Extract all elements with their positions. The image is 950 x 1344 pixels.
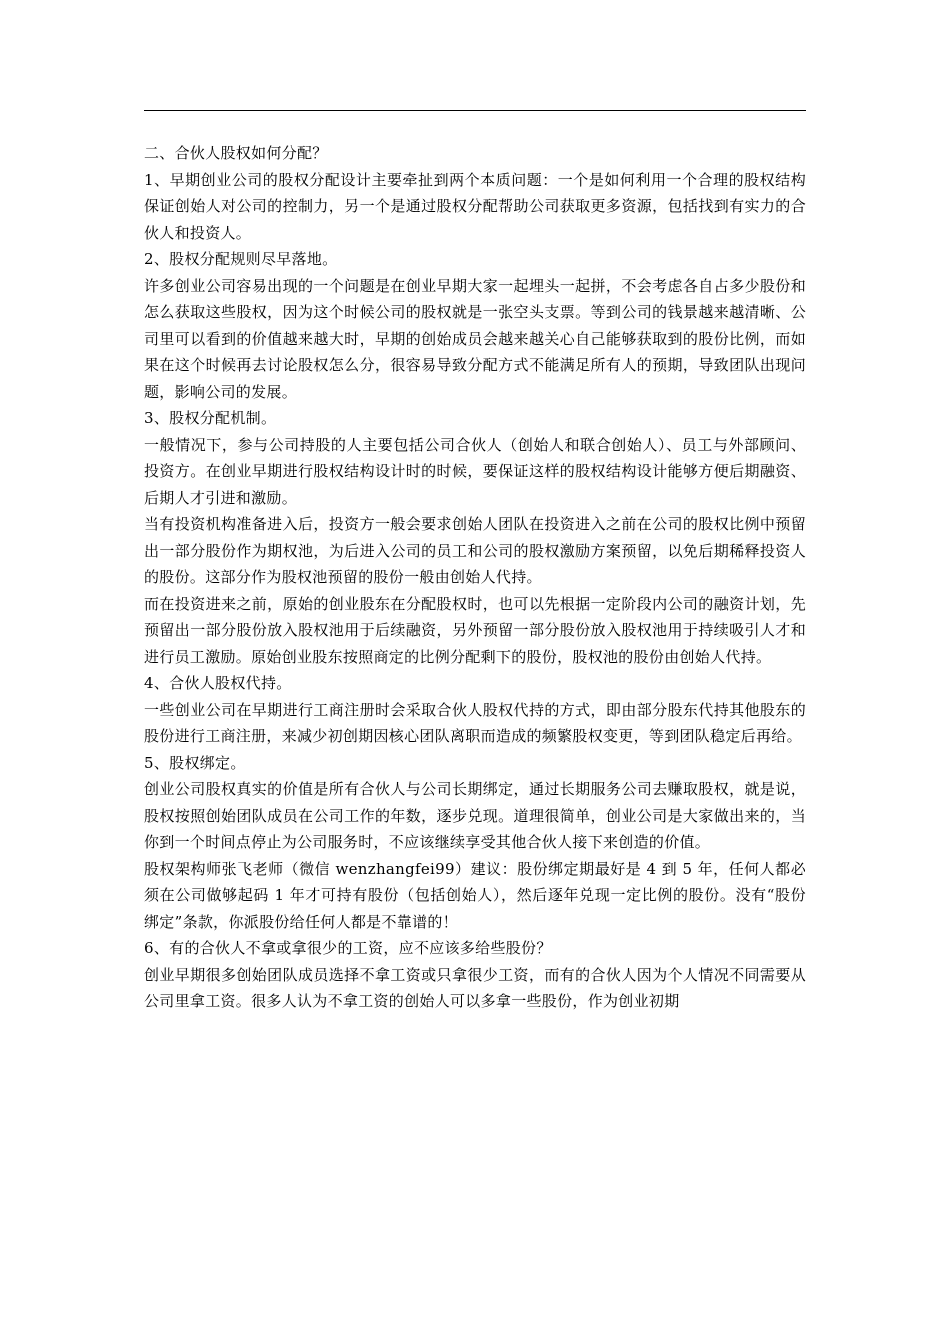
subsection-heading: 6、有的合伙人不拿或拿很少的工资，应不应该多给些股份？ [144, 939, 552, 957]
body-paragraph: 当有投资机构准备进入后，投资方一般会要求创始人团队在投资进入之前在公司的股权比例中预留出一部分股份作为期权池，为后进入公司的员工和公司的股权激励方案预留，以免后期稀释投资人的股份。这部分作为股权池预留的股份一般由创始人代持。 [144, 515, 806, 586]
body-paragraph: 一些创业公司在早期进行工商注册时会采取合伙人股权代持的方式，即由部分股东代持其他股东的股份进行工商注册，来减少初创期因核心团队离职而造成的频繁股权变更，等到团队稳定后再给。 [144, 700, 806, 745]
body-paragraph: 1、早期创业公司的股权分配设计主要牵扯到两个本质问题：一个是如何利用一个合理的股权结构保证创始人对公司的控制力，另一个是通过股权分配帮助公司获取更多资源，包括找到有实力的合伙人和投资人。 [144, 170, 806, 242]
body-paragraph: 而在投资进来之前，原始的创业股东在分配股权时，也可以先根据一定阶段内公司的融资计划，先预留出一部分股份放入股权池用于后续融资，另外预留一部分股份放入股权池用于持续吸引人才和进行员工激励。原始创业股东按照商定的比例分配剩下的股份，股权池的股份由创始人代持。 [144, 594, 806, 666]
subsection-heading: 4、合伙人股权代持。 [144, 674, 292, 692]
header-rule [144, 110, 806, 111]
body-paragraph: 许多创业公司容易出现的一个问题是在创业早期大家一起埋头一起拼，不会考虑各自占多少股份和怎么获取这些股权，因为这个时候公司的股权就是一张空头支票。等到公司的钱景越来越清晰、公司里可以看到的价值越来越大时，早期的创始成员会越来越关心自己能够获取到的股份比例，而如果在这个时候再去讨论股权怎么分，很容易导致分配方式不能满足所有人的预期，导致团队出现问题，影响公司的发展。 [144, 276, 806, 401]
section-heading: 二、合伙人股权如何分配？ [144, 144, 328, 162]
body-paragraph: 创业公司股权真实的价值是所有合伙人与公司长期绑定，通过长期服务公司去赚取股权，就是说，股权按照创始团队成员在公司工作的年数，逐步兑现。道理很简单，创业公司是大家做出来的，当你到一个时间点停止为公司服务时，不应该继续享受其他合伙人接下来创造的价值。 [144, 780, 806, 851]
body-paragraph: 创业早期很多创始团队成员选择不拿工资或只拿很少工资，而有的合伙人因为个人情况不同需要从公司里拿工资。很多人认为不拿工资的创始人可以多拿一些股份，作为创业初期 [144, 965, 806, 1010]
subsection-heading: 3、股权分配机制。 [144, 409, 277, 427]
body-paragraph: 一般情况下，参与公司持股的人主要包括公司合伙人（创始人和联合创始人）、员工与外部顾问、投资方。在创业早期进行股权结构设计时的时候，要保证这样的股权结构设计能够方便后期融资、后期人才引进和激励。 [144, 435, 806, 507]
body-paragraph: 股权架构师张飞老师（微信 wenzhangfei99）建议：股份绑定期最好是 4 到 5 年，任何人都必须在公司做够起码 1 年才可持有股份（包括创始人），然后逐年兑现一定比例的股份。没有“股份绑定”条款，你派股份给任何人都是不靠谱的！ [144, 859, 806, 931]
subsection-heading: 5、股权绑定。 [144, 753, 246, 772]
document-body [144, 140, 806, 1015]
subsection-heading: 2、股权分配规则尽早落地。 [144, 250, 338, 268]
